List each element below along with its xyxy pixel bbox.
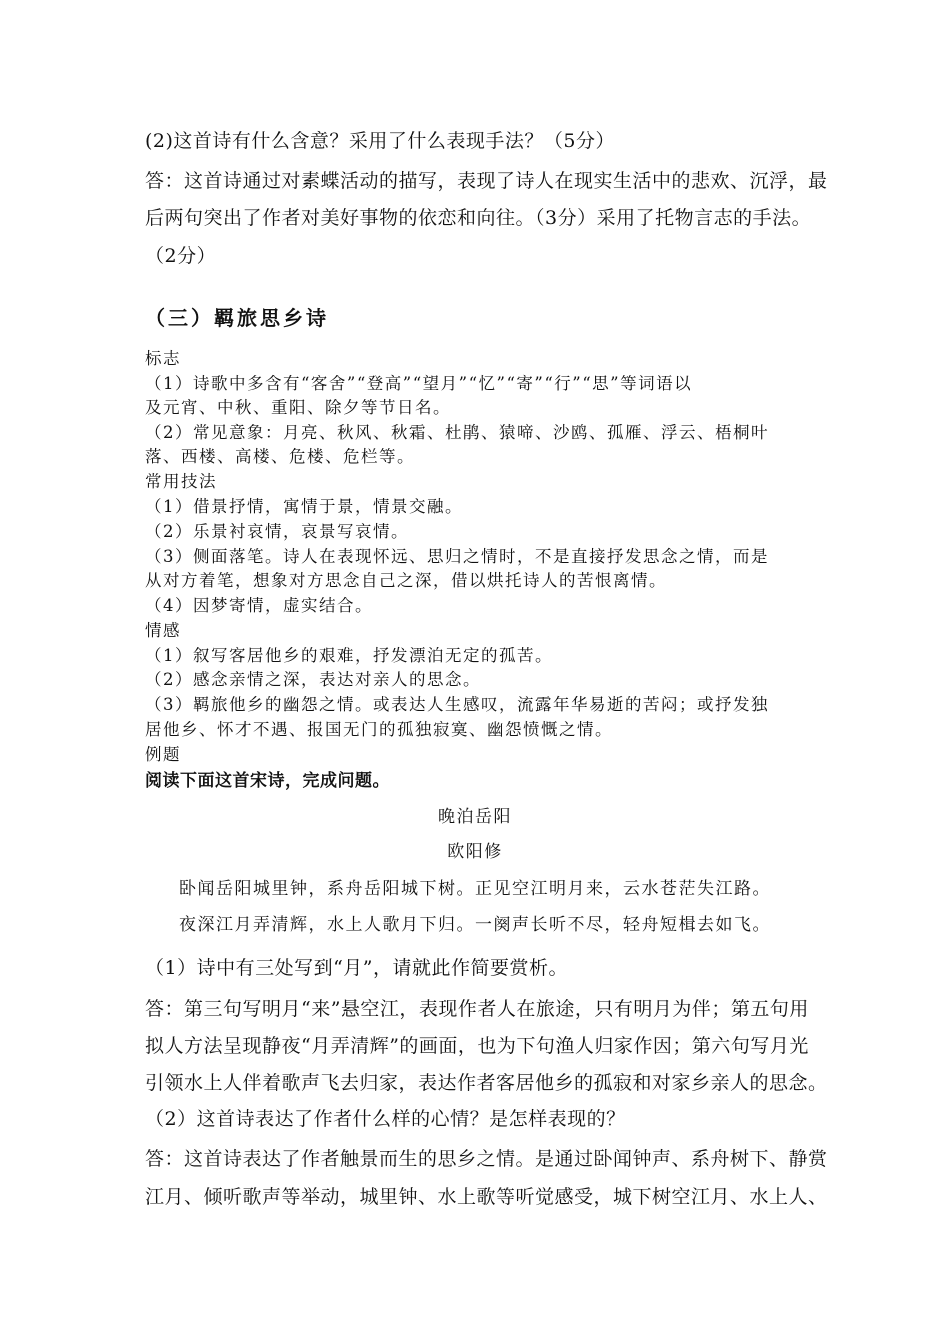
prev-answer-line-2: 后两句突出了作者对美好事物的依恋和向往。（3分）采用了托物言志的手法。 [145, 207, 812, 229]
q1-answer-line-1: 答：第三句写明月“来”悬空江，表现作者人在旅途，只有明月为伴；第五句用 [145, 998, 809, 1020]
emotion-line-4: 居他乡、怀才不遇、报国无门的孤独寂寞、幽怨愤慨之情。 [145, 720, 613, 739]
tech-label: 常用技法 [145, 472, 217, 491]
emotion-label: 情感 [145, 621, 181, 640]
poem-line-2: 夜深江月弄清辉，水上人歌月下归。一阕声长听不尽，轻舟短楫去如飞。 [179, 915, 771, 935]
poem-author: 欧阳修 [447, 842, 503, 862]
q1-answer-line-2: 拟人方法呈现静夜“月弄清辉”的画面，也为下句渔人归家作因；第六句写月光 [145, 1035, 809, 1057]
prev-answer-line-3: （2分） [145, 245, 217, 267]
marks-label: 标志 [145, 349, 181, 368]
instruction: 阅读下面这首宋诗，完成问题。 [145, 771, 390, 791]
section-title: （三）羁旅思乡诗 [145, 306, 329, 330]
tech-line-3: （3）侧面落笔。诗人在表现怀远、思归之情时，不是直接抒发思念之情，而是 [145, 547, 769, 566]
prev-question-2: (2)这首诗有什么含意？采用了什么表现手法？（5分） [145, 130, 616, 152]
tech-line-4: 从对方着笔，想象对方思念自己之深，借以烘托诗人的苦恨离情。 [145, 571, 667, 590]
q2-answer-line-1: 答：这首诗表达了作者触景而生的思乡之情。是通过卧闻钟声、系舟树下、静赏 [145, 1148, 828, 1170]
prev-answer-line-1: 答：这首诗通过对素蝶活动的描写，表现了诗人在现实生活中的悲欢、沉浮，最 [145, 170, 828, 192]
tech-line-1: （1）借景抒情，寓情于景，情景交融。 [145, 497, 463, 516]
marks-line-2: 及元宵、中秋、重阳、除夕等节日名。 [145, 398, 451, 417]
q1-question: （1）诗中有三处写到“月”，请就此作简要赏析。 [145, 957, 569, 979]
q2-question: （2）这首诗表达了作者什么样的心情？是怎样表现的？ [145, 1108, 626, 1130]
emotion-line-1: （1）叙写客居他乡的艰难，抒发漂泊无定的孤苦。 [145, 646, 553, 665]
marks-line-1: （1）诗歌中多含有“客舍”“登高”“望月”“忆”“寄”“行”“思”等词语以 [145, 374, 693, 393]
q2-answer-line-2: 江月、倾听歌声等举动，城里钟、水上歌等听觉感受，城下树空江月、水上人、 [145, 1186, 828, 1208]
tech-line-2: （2）乐景衬哀情，哀景写哀情。 [145, 522, 409, 541]
poem-line-1: 卧闻岳阳城里钟，系舟岳阳城下树。正见空江明月来，云水苍茫失江路。 [179, 879, 771, 899]
q1-answer-line-3: 引领水上人伴着歌声飞去归家，表达作者客居他乡的孤寂和对家乡亲人的思念。 [145, 1072, 828, 1094]
marks-line-3: （2）常见意象：月亮、秋风、秋霜、杜鹃、猿啼、沙鸥、孤雁、浮云、梧桐叶 [145, 423, 769, 442]
emotion-line-3: （3）羁旅他乡的幽怨之情。或表达人生感叹，流露年华易逝的苦闷；或抒发独 [145, 695, 769, 714]
emotion-line-2: （2）感念亲情之深，表达对亲人的思念。 [145, 670, 481, 689]
example-label: 例题 [145, 745, 181, 764]
poem-title: 晚泊岳阳 [438, 807, 512, 827]
marks-line-4: 落、西楼、高楼、危楼、危栏等。 [145, 447, 415, 466]
tech-line-5: （4）因梦寄情，虚实结合。 [145, 596, 373, 615]
